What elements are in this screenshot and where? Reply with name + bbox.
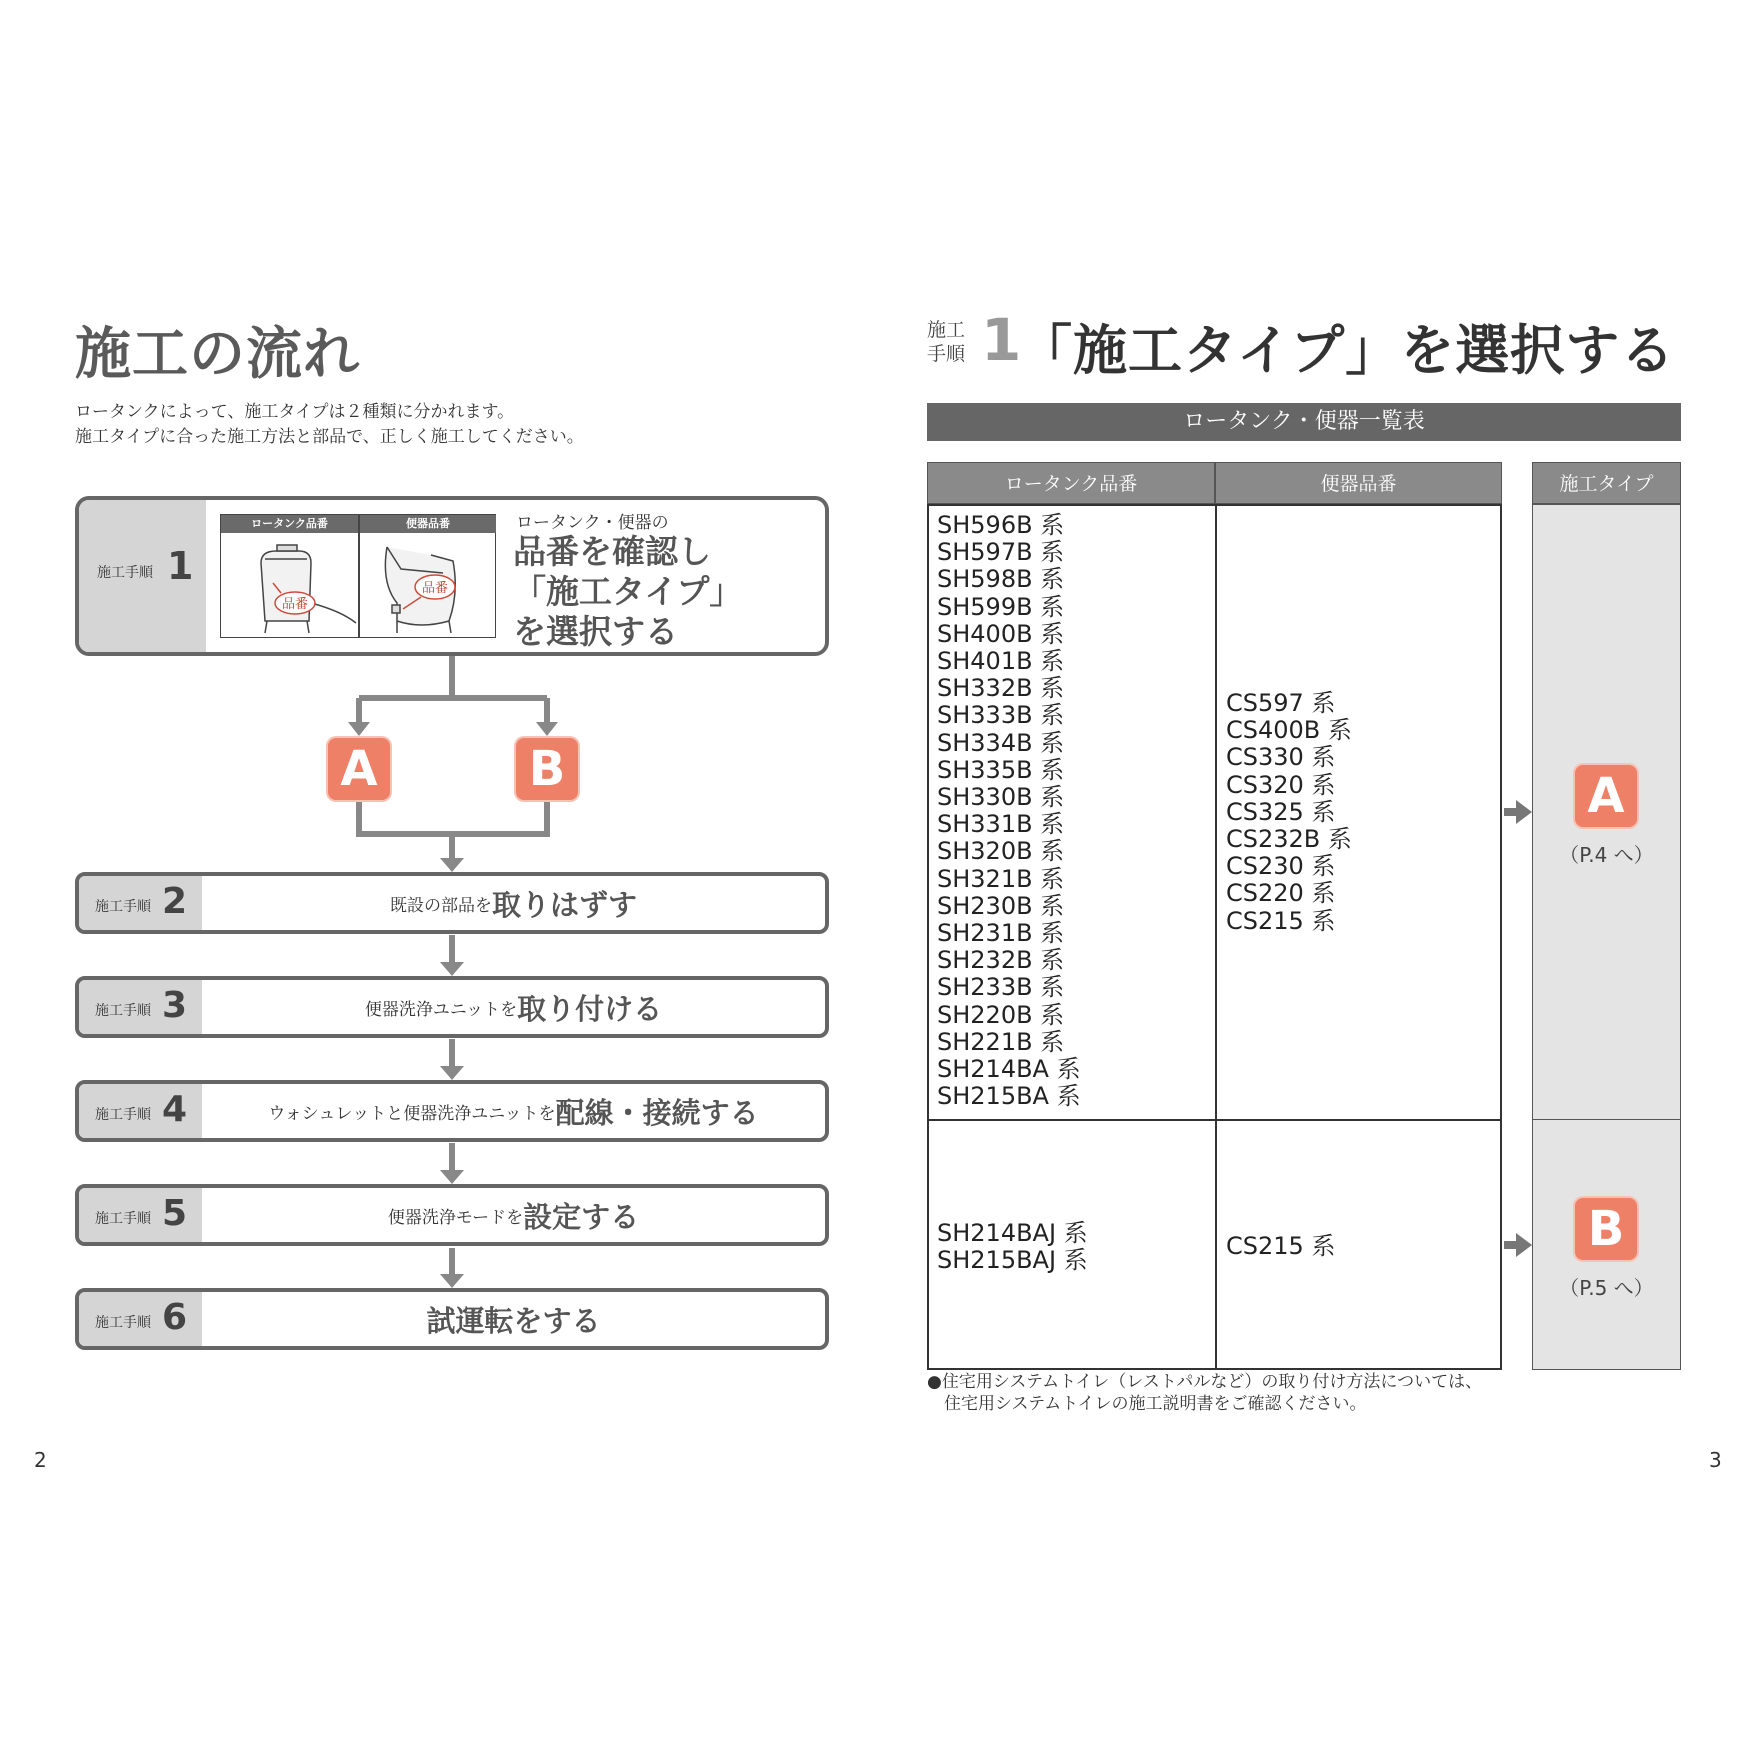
arrow-down-icon <box>440 1066 464 1080</box>
flow-connectors <box>0 0 900 1360</box>
list-item: SH214BAJ 系 <box>937 1219 1088 1247</box>
list-item: SH331B 系 <box>937 810 1065 839</box>
bowl-list-row-a <box>1226 690 1352 935</box>
step-5-action: 設定する <box>523 1199 640 1234</box>
step-5-label-area <box>79 1188 202 1242</box>
step-4-box <box>75 1080 829 1142</box>
arrow-down-icon <box>348 722 370 736</box>
step-2-action: 取りはずす <box>491 887 637 922</box>
step-2-pre: 既設の部品を <box>389 895 492 916</box>
type-badge-b: B <box>1575 1198 1637 1260</box>
column-divider <box>1215 504 1217 1370</box>
step-label: 施工手順 <box>97 565 153 581</box>
kicker-line-1: 施工 <box>927 319 966 341</box>
type-badge-a: A <box>1575 765 1637 827</box>
branch-badge-a: A <box>328 738 390 800</box>
step-1-subtitle: ロータンク・便器の <box>516 513 669 533</box>
arrow-down-icon <box>440 962 464 976</box>
step-3-content <box>202 980 825 1034</box>
step-number: 5 <box>162 1193 188 1234</box>
arrow-right-icon <box>1504 800 1534 824</box>
page-title-right: 「施工タイプ」を選択する <box>1018 319 1676 382</box>
table-banner: ロータンク・便器一覧表 <box>927 403 1681 441</box>
list-item: SH335B 系 <box>937 755 1065 784</box>
step-6-content <box>202 1292 825 1346</box>
step-number: 2 <box>162 881 188 922</box>
list-item: SH333B 系 <box>937 701 1065 730</box>
list-item: SH330B 系 <box>937 783 1065 812</box>
page-number-right: 3 <box>1709 1448 1722 1472</box>
list-item: SH321B 系 <box>937 864 1065 893</box>
list-item: SH400B 系 <box>937 619 1065 648</box>
header-bowl: 便器品番 <box>1215 462 1502 504</box>
step-label: 施工手順 <box>95 899 151 915</box>
step-kicker <box>927 318 965 366</box>
thumb-head-tank: ロータンク品番 <box>221 515 358 533</box>
list-item: SH401B 系 <box>937 647 1065 676</box>
list-item: SH598B 系 <box>937 565 1065 594</box>
step-6-action: 試運転をする <box>426 1303 601 1338</box>
step-number: 6 <box>162 1297 188 1338</box>
step-label: 施工手順 <box>95 1315 151 1331</box>
list-item: CS325 系 <box>1226 797 1336 826</box>
step-4-action: 配線・接続する <box>555 1095 759 1130</box>
tank-list-row-a <box>937 512 1081 1110</box>
step-number: 3 <box>162 985 188 1026</box>
bowl-list-row-b <box>1226 1233 1335 1260</box>
list-item: SH231B 系 <box>937 919 1065 948</box>
list-item: SH230B 系 <box>937 891 1065 920</box>
tank-list-row-b <box>937 1220 1088 1274</box>
list-item: SH215BAJ 系 <box>937 1246 1088 1275</box>
list-item: SH232B 系 <box>937 946 1065 975</box>
header-tank: ロータンク品番 <box>927 462 1215 504</box>
list-item: CS220 系 <box>1226 879 1336 908</box>
step-1-line-2: 「施工タイプ」 <box>513 572 743 611</box>
arrow-down-icon <box>440 1170 464 1184</box>
page-number-left: 2 <box>34 1448 47 1472</box>
list-item: SH332B 系 <box>937 674 1065 703</box>
step-3-label-area <box>79 980 202 1034</box>
footnote <box>927 1371 1482 1415</box>
step-number: 4 <box>162 1089 188 1130</box>
svg-text:品番: 品番 <box>281 597 309 612</box>
svg-text:品番: 品番 <box>421 581 449 596</box>
list-item: SH599B 系 <box>937 592 1065 621</box>
list-item: SH320B 系 <box>937 837 1065 866</box>
list-item: CS232B 系 <box>1226 825 1352 854</box>
intro-line-1: ロータンクによって、施工タイプは２種類に分かれます。 <box>75 402 515 422</box>
list-item: SH233B 系 <box>937 973 1065 1002</box>
step-label: 施工手順 <box>95 1003 151 1019</box>
step-1-line-3: を選択する <box>513 612 678 651</box>
list-item: SH334B 系 <box>937 728 1065 757</box>
list-item: CS597 系 <box>1226 689 1336 717</box>
step-5-box <box>75 1184 829 1246</box>
step-4-pre: ウォシュレットと便器洗浄ユニットを <box>268 1103 556 1124</box>
type-cell-b <box>1532 1119 1681 1370</box>
step-6-label-area <box>79 1292 202 1346</box>
footnote-line-1: ●住宅用システムトイレ（レストパルなど）の取り付け方法については、 <box>927 1372 1483 1392</box>
step-2-box <box>75 872 829 934</box>
list-item: SH221B 系 <box>937 1027 1065 1056</box>
kicker-line-2: 手順 <box>927 343 966 365</box>
arrow-down-icon <box>536 722 558 736</box>
list-item: CS230 系 <box>1226 852 1336 881</box>
arrow-down-icon <box>440 858 464 872</box>
type-ref-a: （P.4 へ） <box>1559 843 1654 867</box>
list-item: SH596B 系 <box>937 511 1065 539</box>
step-2-content <box>202 876 825 930</box>
list-item: SH220B 系 <box>937 1000 1065 1029</box>
step-big-number: 1 <box>981 306 1022 374</box>
step-6-box <box>75 1288 829 1350</box>
step-3-box <box>75 976 829 1038</box>
list-item: SH215BA 系 <box>937 1082 1081 1111</box>
step-number: 1 <box>167 544 194 588</box>
header-type: 施工タイプ <box>1532 462 1681 504</box>
step-label: 施工手順 <box>95 1211 151 1227</box>
step-1-line-1: 品番を確認し <box>513 532 711 571</box>
step-4-content <box>202 1084 825 1138</box>
step-4-label-area <box>79 1084 202 1138</box>
list-item: CS215 系 <box>1226 906 1336 935</box>
list-item: CS215 系 <box>1226 1232 1336 1260</box>
step-5-pre: 便器洗浄モードを <box>387 1207 524 1228</box>
footnote-line-2: 住宅用システムトイレの施工説明書をご確認ください。 <box>944 1394 1367 1414</box>
arrow-right-icon <box>1504 1233 1534 1257</box>
list-item: CS330 系 <box>1226 743 1336 772</box>
step-3-pre: 便器洗浄ユニットを <box>364 999 518 1020</box>
type-cell-a <box>1532 504 1681 1120</box>
thumb-head-bowl: 便器品番 <box>360 515 496 533</box>
list-item: CS320 系 <box>1226 770 1336 799</box>
intro-line-2: 施工タイプに合った施工方法と部品で、正しく施工してください。 <box>75 427 584 447</box>
page-title-left: 施工の流れ <box>75 322 360 387</box>
step-3-action: 取り付ける <box>517 991 663 1026</box>
arrow-down-icon <box>440 1274 464 1288</box>
branch-badge-b: B <box>516 738 578 800</box>
list-item: SH214BA 系 <box>937 1055 1081 1084</box>
type-ref-b: （P.5 へ） <box>1559 1276 1654 1300</box>
list-item: CS400B 系 <box>1226 716 1352 745</box>
step-5-content <box>202 1188 825 1242</box>
list-item: SH597B 系 <box>937 538 1065 567</box>
row-divider <box>927 1119 1502 1121</box>
step-2-label-area <box>79 876 202 930</box>
step-label: 施工手順 <box>95 1107 151 1123</box>
